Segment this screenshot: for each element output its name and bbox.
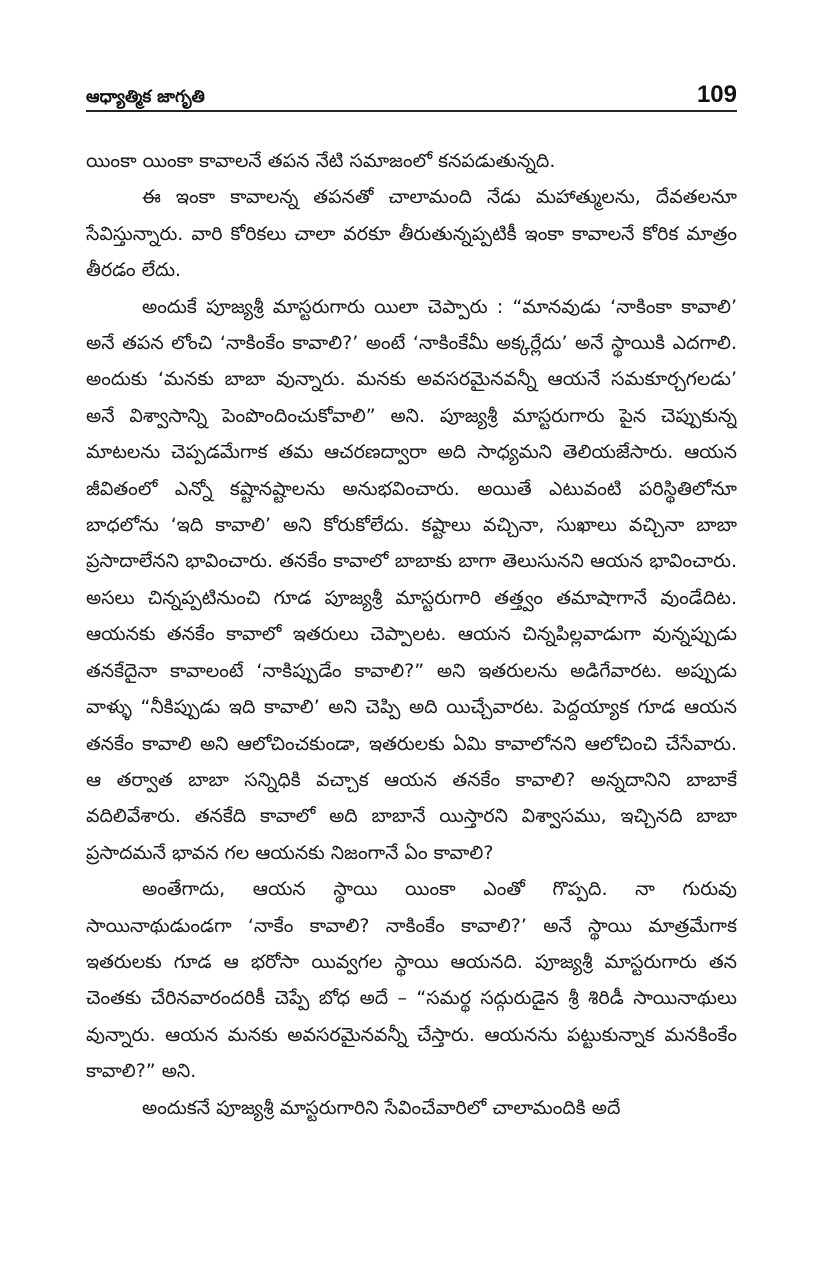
paragraph: ఈ ఇంకా కావాలన్న తపనతో చాలామంది నేడు మహాత్ములను, దేవతలనూ సేవిస్తున్నారు. వారి కోరికలు చాలా వరకూ తీరుతున్నప్పటికీ ఇంకా కావాలనే కోరిక మాత్రం తీరడం లేదు. bbox=[86, 186, 737, 282]
book-title: ఆధ్యాత్మిక జాగృతి bbox=[86, 87, 205, 107]
running-header bbox=[86, 78, 737, 108]
body-text bbox=[86, 143, 737, 1215]
header-divider bbox=[86, 110, 737, 112]
paragraph: అందుకనే పూజ్యశ్రీ మాస్టరుగారిని సేవించేవారిలో చాలామందికి అదే bbox=[142, 1096, 621, 1119]
paragraph-continuation: యింకా యింకా కావాలనే తపన నేటి సమాజంలో కనపడుతున్నది. bbox=[86, 150, 556, 172]
paragraph: అంతేగాదు, ఆయన స్థాయి యింకా ఎంతో గొప్పది. నా గురువు సాయినాథుడుండగా ‘నాకేం కావాలి? నాకింకేం కావాలి?’ అనే స్థాయి మాత్రమేగాక ఇతరులకు గూడ ఆ భరోసా యివ్వగల స్థాయి ఆయనది. పూజ్యశ్రీ మాస్టరుగారు తన చెంతకు చేరినవారందరికీ చెప్పే బోధ అదే – “సమర్థ సద్గురుడైన శ్రీ శిరిడీ సాయినాథులు వున్నారు. ఆయన మనకు అవసరమైనవన్నీ చేస్తారు. ఆయనను పట్టుకున్నాక మనకింకేం కావాలి?” అని. bbox=[86, 878, 737, 1083]
paragraph: అందుకే పూజ్యశ్రీ మాస్టరుగారు యిలా చెప్పారు : “మానవుడు ‘నాకింకా కావాలి’ అనే తపన లోంచి ‘నాకింకేం కావాలి?’ అంటే ‘నాకింకేమీ అక్కర్లేదు’ అనే స్థాయికి ఎదగాలి. అందుకు ‘మనకు బాబా వున్నారు. మనకు అవసరమైనవన్నీ ఆయనే సమకూర్చగలడు’ అనే విశ్వాసాన్ని పెంపొందించుకోవాలి” అని. పూజ్యశ్రీ మాస్టరుగారు పైన చెప్పుకున్న మాటలను చెప్పడమేగాక తమ ఆచరణద్వారా అది సాధ్యమని తెలియజేసారు. ఆయన జీవితంలో ఎన్నో కష్టానష్టాలను అనుభవించారు. అయితే ఎటువంటి పరిస్థితిలోనూ బాధలోను ‘ఇది కావాలి’ అని కోరుకోలేదు. కష్టాలు వచ్చినా, సుఖాలు వచ్చినా బాబా ప్రసాదాలేనని భావించారు. తనకేం కావాలో బాబాకు బాగా తెలుసునని ఆయన భావించారు. అసలు చిన్నప్పటినుంచి గూడ పూజ్యశ్రీ మాస్టరుగారి తత్త్వం తమాషాగానే వుండేదిట. ఆయనకు తనకేం కావాలో ఇతరులు చెప్పాలట. ఆయన చిన్నపిల్లవాడుగా వున్నప్పుడు తనకేదైనా కావాలంటే ‘నాకిప్పుడేం కావాలి?” అని ఇతరులను అడిగేవారట. అప్పుడు వాళ్ళు “నీకిప్పుడు ఇది కావాలి’ అని చెప్పి అది యిచ్చేవారట. పెద్దయ్యాక గూడ ఆయన తనకేం కావాలి అని ఆలోచించకుండా, ఇతరులకు ఏమి కావాలోనని ఆలోచించి చేసేవారు. ఆ తర్వాత బాబా సన్నిధికి వచ్చాక ఆయన తనకేం కావాలి? అన్నదానిని బాబాకే వదిలివేశారు. తనకేది కావాలో అది బాబానే యిస్తారని విశ్వాసము, ఇచ్చినది బాబా ప్రసాదమనే భావన గల ఆయనకు నిజంగానే ఏం కావాలి? bbox=[86, 295, 737, 864]
page-number: 109 bbox=[696, 81, 737, 108]
